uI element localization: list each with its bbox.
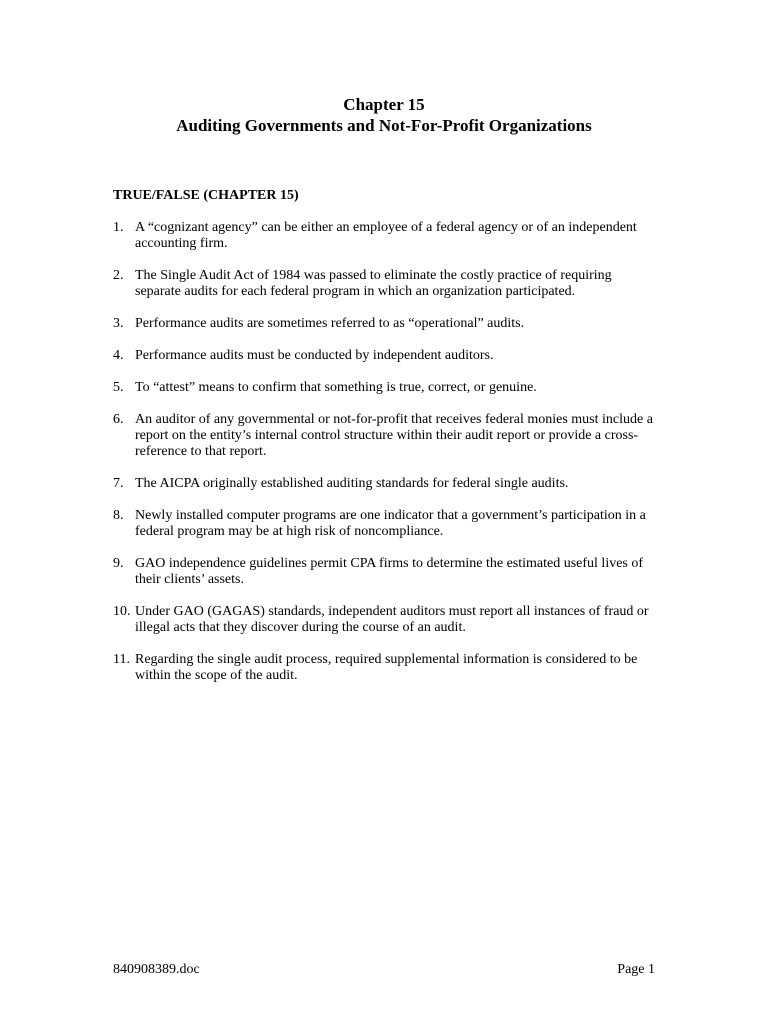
question-number: 6. [113,412,124,427]
question-number: 3. [113,316,124,331]
footer-page-number: Page 1 [617,962,655,977]
question-text: To “attest” means to confirm that something is true, correct, or genuine. [135,380,537,395]
question-item [113,380,653,396]
document-title-block [0,94,768,136]
question-text: Regarding the single audit process, required supplemental information is considered to be within the scope of the audit. [135,652,638,683]
question-text: Performance audits must be conducted by independent auditors. [135,348,494,363]
question-text: An auditor of any governmental or not-for-profit that receives federal monies must include a report on the entity’s internal control structure within their audit report or provide a cross-reference to that report. [135,412,653,459]
question-number: 5. [113,380,124,395]
question-number: 2. [113,268,124,283]
question-item [113,652,653,684]
chapter-label: Chapter 15 [343,95,425,114]
question-item [113,268,653,300]
question-text: A “cognizant agency” can be either an employee of a federal agency or of an independent accounting firm. [135,220,637,251]
question-number: 9. [113,556,124,571]
question-number: 10. [113,604,131,619]
question-text: The AICPA originally established auditing standards for federal single audits. [135,476,569,491]
question-item [113,604,653,636]
question-list [113,220,653,700]
footer-filename: 840908389.doc [113,962,200,977]
question-item [113,476,653,492]
question-number: 11. [113,652,130,667]
question-text: Newly installed computer programs are one indicator that a government’s participation in a federal program may be at high risk of noncompliance. [135,508,646,539]
question-item [113,412,653,460]
question-number: 1. [113,220,124,235]
question-item [113,556,653,588]
section-heading: TRUE/FALSE (CHAPTER 15) [113,188,299,203]
question-number: 8. [113,508,124,523]
question-text: GAO independence guidelines permit CPA firms to determine the estimated useful lives of their clients’ assets. [135,556,644,587]
question-text: The Single Audit Act of 1984 was passed to eliminate the costly practice of requiring separate audits for each federal program in which an organization participated. [135,268,612,299]
question-text: Under GAO (GAGAS) standards, independent auditors must report all instances of fraud or illegal acts that they discover during the course of an audit. [135,604,649,635]
question-item [113,508,653,540]
question-item [113,316,653,332]
document-title: Auditing Governments and Not-For-Profit Organizations [176,116,592,135]
question-text: Performance audits are sometimes referred to as “operational” audits. [135,316,525,331]
question-number: 7. [113,476,124,491]
question-item [113,220,653,252]
question-item [113,348,653,364]
question-number: 4. [113,348,124,363]
